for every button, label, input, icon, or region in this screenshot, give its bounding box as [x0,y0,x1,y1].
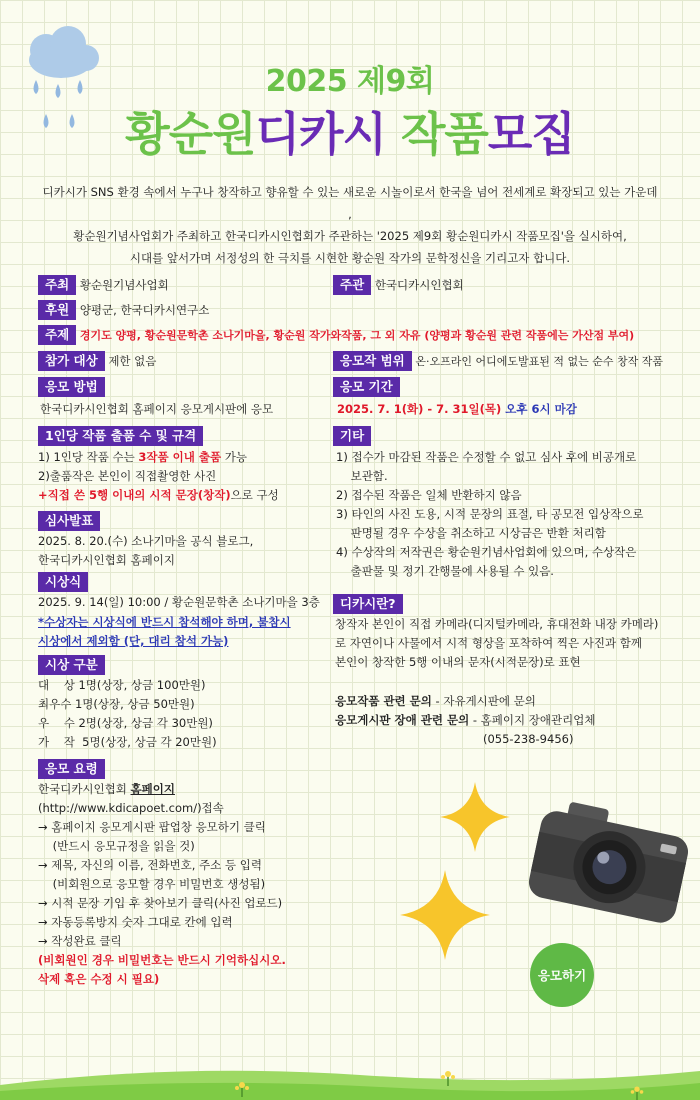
dicasi-label: 디카시란? [333,593,403,614]
host-row: 주최 황순원기념사업회 [38,275,169,295]
event-subtitle: 2025 제9회 [265,64,435,99]
dicasi-lines: 창작자 본인이 직접 카메라(디지털카메라, 휴대전화 내장 카메라) 로 자연이나 사물에서 시적 형상을 포착하여 찍은 사진과 함께 본인이 창작한 5행 이내의 문자(시적문장)로 표현 [335,617,659,669]
judging-label: 심사발표 [38,510,100,531]
quantity-line-1: 1) 1인당 작품 수는 3작품 이내 출품 가능 [38,450,247,464]
eligibility-row: 참가 대상 제한 없음 [38,351,156,371]
awards-lines: 대 상 1명(상장, 상금 100만원) 최우수 1명(상장, 상금 50만원) 우 수 2명(상장, 상금 각 30만원) 가 작 5명(상장, 상금 각 20만원) [38,678,217,749]
judging-lines: 2025. 8. 20.(수) 소나기마을 공식 블로그, 한국디카시인협회 홈페이지 [38,534,254,567]
method-label: 응모 방법 [38,376,105,397]
period-label: 응모 기간 [333,376,400,397]
scope-row: 응모작 범위 온·오프라인 어디에도발표된 적 없는 순수 창작 작품 [333,351,663,371]
method-value: 한국디카시인협회 홈페이지 응모게시판에 응모 [40,402,274,416]
flower-icon [438,1066,458,1086]
ceremony-note-2: 시상에서 제외함 (단, 대리 참석 가능) [38,634,229,648]
page-title: 황순원디카시 작품모집 [125,107,575,161]
contact-block: 응모작품 관련 문의 - 자유게시판에 문의 응모게시판 장애 관련 문의 - 홈페이지 장애관리업체 (055-238-9456) [335,694,596,746]
camera-icon [520,785,700,925]
sparkle-icon [400,870,490,960]
organizer-row: 주관 한국디카시인협회 [333,275,464,295]
quantity-line-3: +직접 쓴 5행 이내의 시적 문장(창작)으로 구성 [38,488,279,502]
period-value: 2025. 7. 1(화) - 7. 31일(목) 오후 6시 마감 [337,402,577,416]
guide-label: 응모 요령 [38,758,105,779]
apply-button[interactable]: 응모하기 [530,943,594,1007]
quantity-label: 1인당 작품 출품 수 및 규격 [38,425,203,446]
ceremony-label: 시상식 [38,571,88,592]
flower-icon [232,1077,252,1097]
ceremony-date: 2025. 9. 14(일) 10:00 / 황순원문학촌 소나기마을 3층 [38,595,320,609]
sponsor-row: 후원 양평군, 한국디카시연구소 [38,300,209,320]
etc-lines: 1) 접수가 마감된 작품은 수정할 수 없고 심사 후에 비공개로 보관함. 2) 접수된 작품은 일체 반환하지 않음 3) 타인의 사진 도용, 시적 문장의 표절, 타 공모전 입상작으로 판명될 경우 수상을 취소하고 시상금은 반환 처리함 4) 수상작의 저작권은 황순원기념사업회에 있으며, 수상작은 출판물 및 정기 간행물에 사용될 수 있음. [336,450,644,578]
ceremony-note-1: *수상자는 시상식에 반드시 참석해야 하며, 불참시 [38,615,291,629]
etc-label: 기타 [333,425,371,446]
grass-decoration [0,1063,700,1100]
flower-icon [628,1082,646,1100]
quantity-line-2: 2)출품작은 본인이 직접촬영한 사진 [38,469,217,483]
theme-row: 주제 경기도 양평, 황순원문학촌 소나기마을, 황순원 작가와작품, 그 외 자유 (양평과 황순원 관련 작품에는 가산점 부여) [38,325,634,345]
sparkle-icon [440,782,510,852]
intro-text: 디카시가 SNS 환경 속에서 누구나 창작하고 향유할 수 있는 새로운 시놀이로서 한국을 넘어 전세계로 확장되고 있는 가운데 , 황순원기념사업회가 주최하고 한국디카시인협회가 주관하는 '2025 제9회 황순원디카시 작품모집'을 실시하여, 시대를 앞서가며 서정성의 한 극치를 시현한 황순원 작가의 문학정신을 기리고자 합니다. [42,185,658,265]
guide-lines: 한국디카시인협회 홈페이지 (http://www.kdicapoet.com/)접속 → 홈페이지 응모게시판 팝업창 응모하기 클릭 (반드시 응모규정을 읽을 것) → 제목, 자신의 이름, 전화번호, 주소 등 입력 (비회원으로 응모할 경우 비밀번호 생성됨) → 시적 문장 기입 후 찾아보기 클릭(사진 업로드) → 자동등록방지 숫자 그대로 칸에 입력 → 작성완료 클릭 (비회원인 경우 비밀번호는 반드시 기억하십시오. 삭제 혹은 수정 시 필요) [38,782,286,986]
awards-label: 시상 구분 [38,654,105,675]
